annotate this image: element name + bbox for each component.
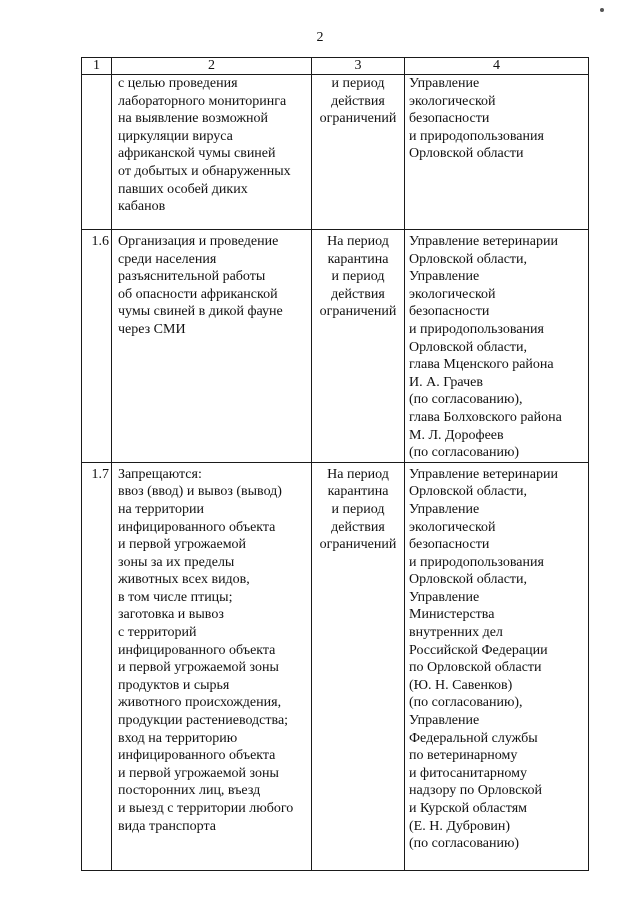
text-line: Орловской области, xyxy=(409,572,528,588)
text-line: экологической xyxy=(409,519,496,535)
text-line: ограничений xyxy=(319,537,397,553)
text-line: надзору по Орловской xyxy=(409,783,542,799)
text-line: глава Болховского района xyxy=(409,409,562,425)
text-line: экологической xyxy=(409,93,496,109)
text-line: с территорий xyxy=(118,625,197,641)
text-line: (Е. Н. Дубровин) xyxy=(409,818,511,834)
row-number xyxy=(82,75,112,230)
measure-description xyxy=(112,75,312,230)
text-line: посторонних лиц, въезд xyxy=(118,783,261,799)
text-line: Орловской области xyxy=(409,146,524,162)
text-line: чумы свиней в дикой фауне xyxy=(118,304,283,320)
text-line: И. А. Грачев xyxy=(409,374,483,390)
text-line: (по согласованию) xyxy=(409,836,520,852)
text-line: (по согласованию), xyxy=(409,392,523,408)
text-line: ввоз (ввод) и вывоз (вывод) xyxy=(118,484,282,500)
text-line: по ветеринарному xyxy=(409,748,518,764)
text-line: и период xyxy=(331,269,385,285)
column-header-2: 2 xyxy=(112,58,312,75)
period-cell xyxy=(312,75,405,230)
text-line: продуктов и сырья xyxy=(118,677,230,693)
text-line: и период xyxy=(331,76,385,91)
text-line: Федеральной службы xyxy=(409,730,538,746)
text-line: карантина xyxy=(327,251,389,267)
text-line: Министерства xyxy=(409,607,495,623)
text-line: (Ю. Н. Савенков) xyxy=(409,677,513,693)
text-line: и природопользования xyxy=(409,321,544,337)
text-line: Управление xyxy=(409,501,480,517)
responsible-cell xyxy=(405,75,589,230)
text-line: Управление ветеринарии xyxy=(409,466,558,482)
text-line: об опасности африканской xyxy=(118,286,278,302)
table-row xyxy=(82,75,589,230)
period-cell xyxy=(312,462,405,870)
text-line: На период xyxy=(327,234,389,249)
text-line: лабораторного мониторинга xyxy=(118,93,287,109)
text-line: карантина xyxy=(327,484,389,500)
text-line: безопасности xyxy=(409,111,490,127)
text-line: Запрещаются: xyxy=(118,466,202,482)
text-line: ограничений xyxy=(319,111,397,127)
text-line: кабанов xyxy=(118,199,166,215)
text-line: Организация и проведение xyxy=(118,234,279,249)
text-line: безопасности xyxy=(409,304,490,320)
text-line: Орловской области, xyxy=(409,251,528,267)
text-line: и Курской областям xyxy=(409,801,527,816)
text-line: Управление xyxy=(409,269,480,285)
text-line: зоны за их пределы xyxy=(118,554,235,570)
text-line: и природопользования xyxy=(409,554,544,570)
text-line: Российской Федерации xyxy=(409,642,548,658)
text-line: вход на территорию xyxy=(118,730,238,746)
text-line: и фитосанитарному xyxy=(409,765,528,781)
text-line: и первой угрожаемой зоны xyxy=(118,660,279,676)
text-line: от добытых и обнаруженных xyxy=(118,163,291,179)
row-number: 1.6 xyxy=(82,230,112,463)
text-line: на выявление возможной xyxy=(118,111,269,127)
corner-speck xyxy=(600,8,604,12)
text-line: Орловской области, xyxy=(409,339,528,355)
text-line: и природопользования xyxy=(409,128,544,144)
text-line: безопасности xyxy=(409,537,490,553)
text-line: На период xyxy=(327,466,389,482)
text-line: павших особей диких xyxy=(118,181,248,197)
text-line: М. Л. Дорофеев xyxy=(409,427,504,443)
column-header-3: 3 xyxy=(312,58,405,75)
text-line: и первой угрожаемой xyxy=(118,537,247,553)
responsible-cell xyxy=(405,230,589,463)
text-line: (по согласованию) xyxy=(409,445,520,461)
text-line: Управление ветеринарии xyxy=(409,234,558,249)
text-line: продукции растениеводства; xyxy=(118,713,289,729)
text-line: африканской чумы свиней xyxy=(118,146,276,162)
text-line: внутренних дел xyxy=(409,625,503,641)
text-line: с целью проведения xyxy=(118,76,238,91)
table-row xyxy=(82,462,589,870)
text-line: и выезд с территории любого xyxy=(118,801,294,816)
responsible-cell xyxy=(405,462,589,870)
text-line: ограничений xyxy=(319,304,397,320)
text-line: действия xyxy=(331,286,385,302)
text-line: Управление xyxy=(409,76,480,91)
text-line: инфицированного объекта xyxy=(118,748,276,764)
text-line: животных всех видов, xyxy=(118,572,250,588)
text-line: циркуляции вируса xyxy=(118,128,233,144)
text-line: и период xyxy=(331,501,385,517)
text-line: по Орловской области xyxy=(409,660,542,676)
text-line: Орловской области, xyxy=(409,484,528,500)
measure-description xyxy=(112,462,312,870)
text-line: экологической xyxy=(409,286,496,302)
text-line: среди населения xyxy=(118,251,217,267)
text-line: заготовка и вывоз xyxy=(118,607,224,623)
text-line: Управление xyxy=(409,589,480,605)
text-line: глава Мценского района xyxy=(409,357,554,373)
text-line: действия xyxy=(331,93,385,109)
text-line: разъяснительной работы xyxy=(118,269,266,285)
period-cell xyxy=(312,230,405,463)
text-line: вида транспорта xyxy=(118,818,216,834)
row-number: 1.7 xyxy=(82,462,112,870)
text-line: и первой угрожаемой зоны xyxy=(118,765,279,781)
text-line: (по согласованию), xyxy=(409,695,523,711)
text-line: действия xyxy=(331,519,385,535)
column-header-4: 4 xyxy=(405,58,589,75)
text-line: животного происхождения, xyxy=(118,695,282,711)
text-line: инфицированного объекта xyxy=(118,519,276,535)
measure-description xyxy=(112,230,312,463)
column-header-1: 1 xyxy=(82,58,112,75)
text-line: в том числе птицы; xyxy=(118,589,233,605)
text-line: Управление xyxy=(409,713,480,729)
text-line: инфицированного объекта xyxy=(118,642,276,658)
table-row xyxy=(82,230,589,463)
table-header-row xyxy=(82,58,589,75)
text-line: на территории xyxy=(118,501,204,517)
text-line: через СМИ xyxy=(118,321,186,337)
page-number: 2 xyxy=(316,30,324,45)
measures-table xyxy=(81,57,589,871)
